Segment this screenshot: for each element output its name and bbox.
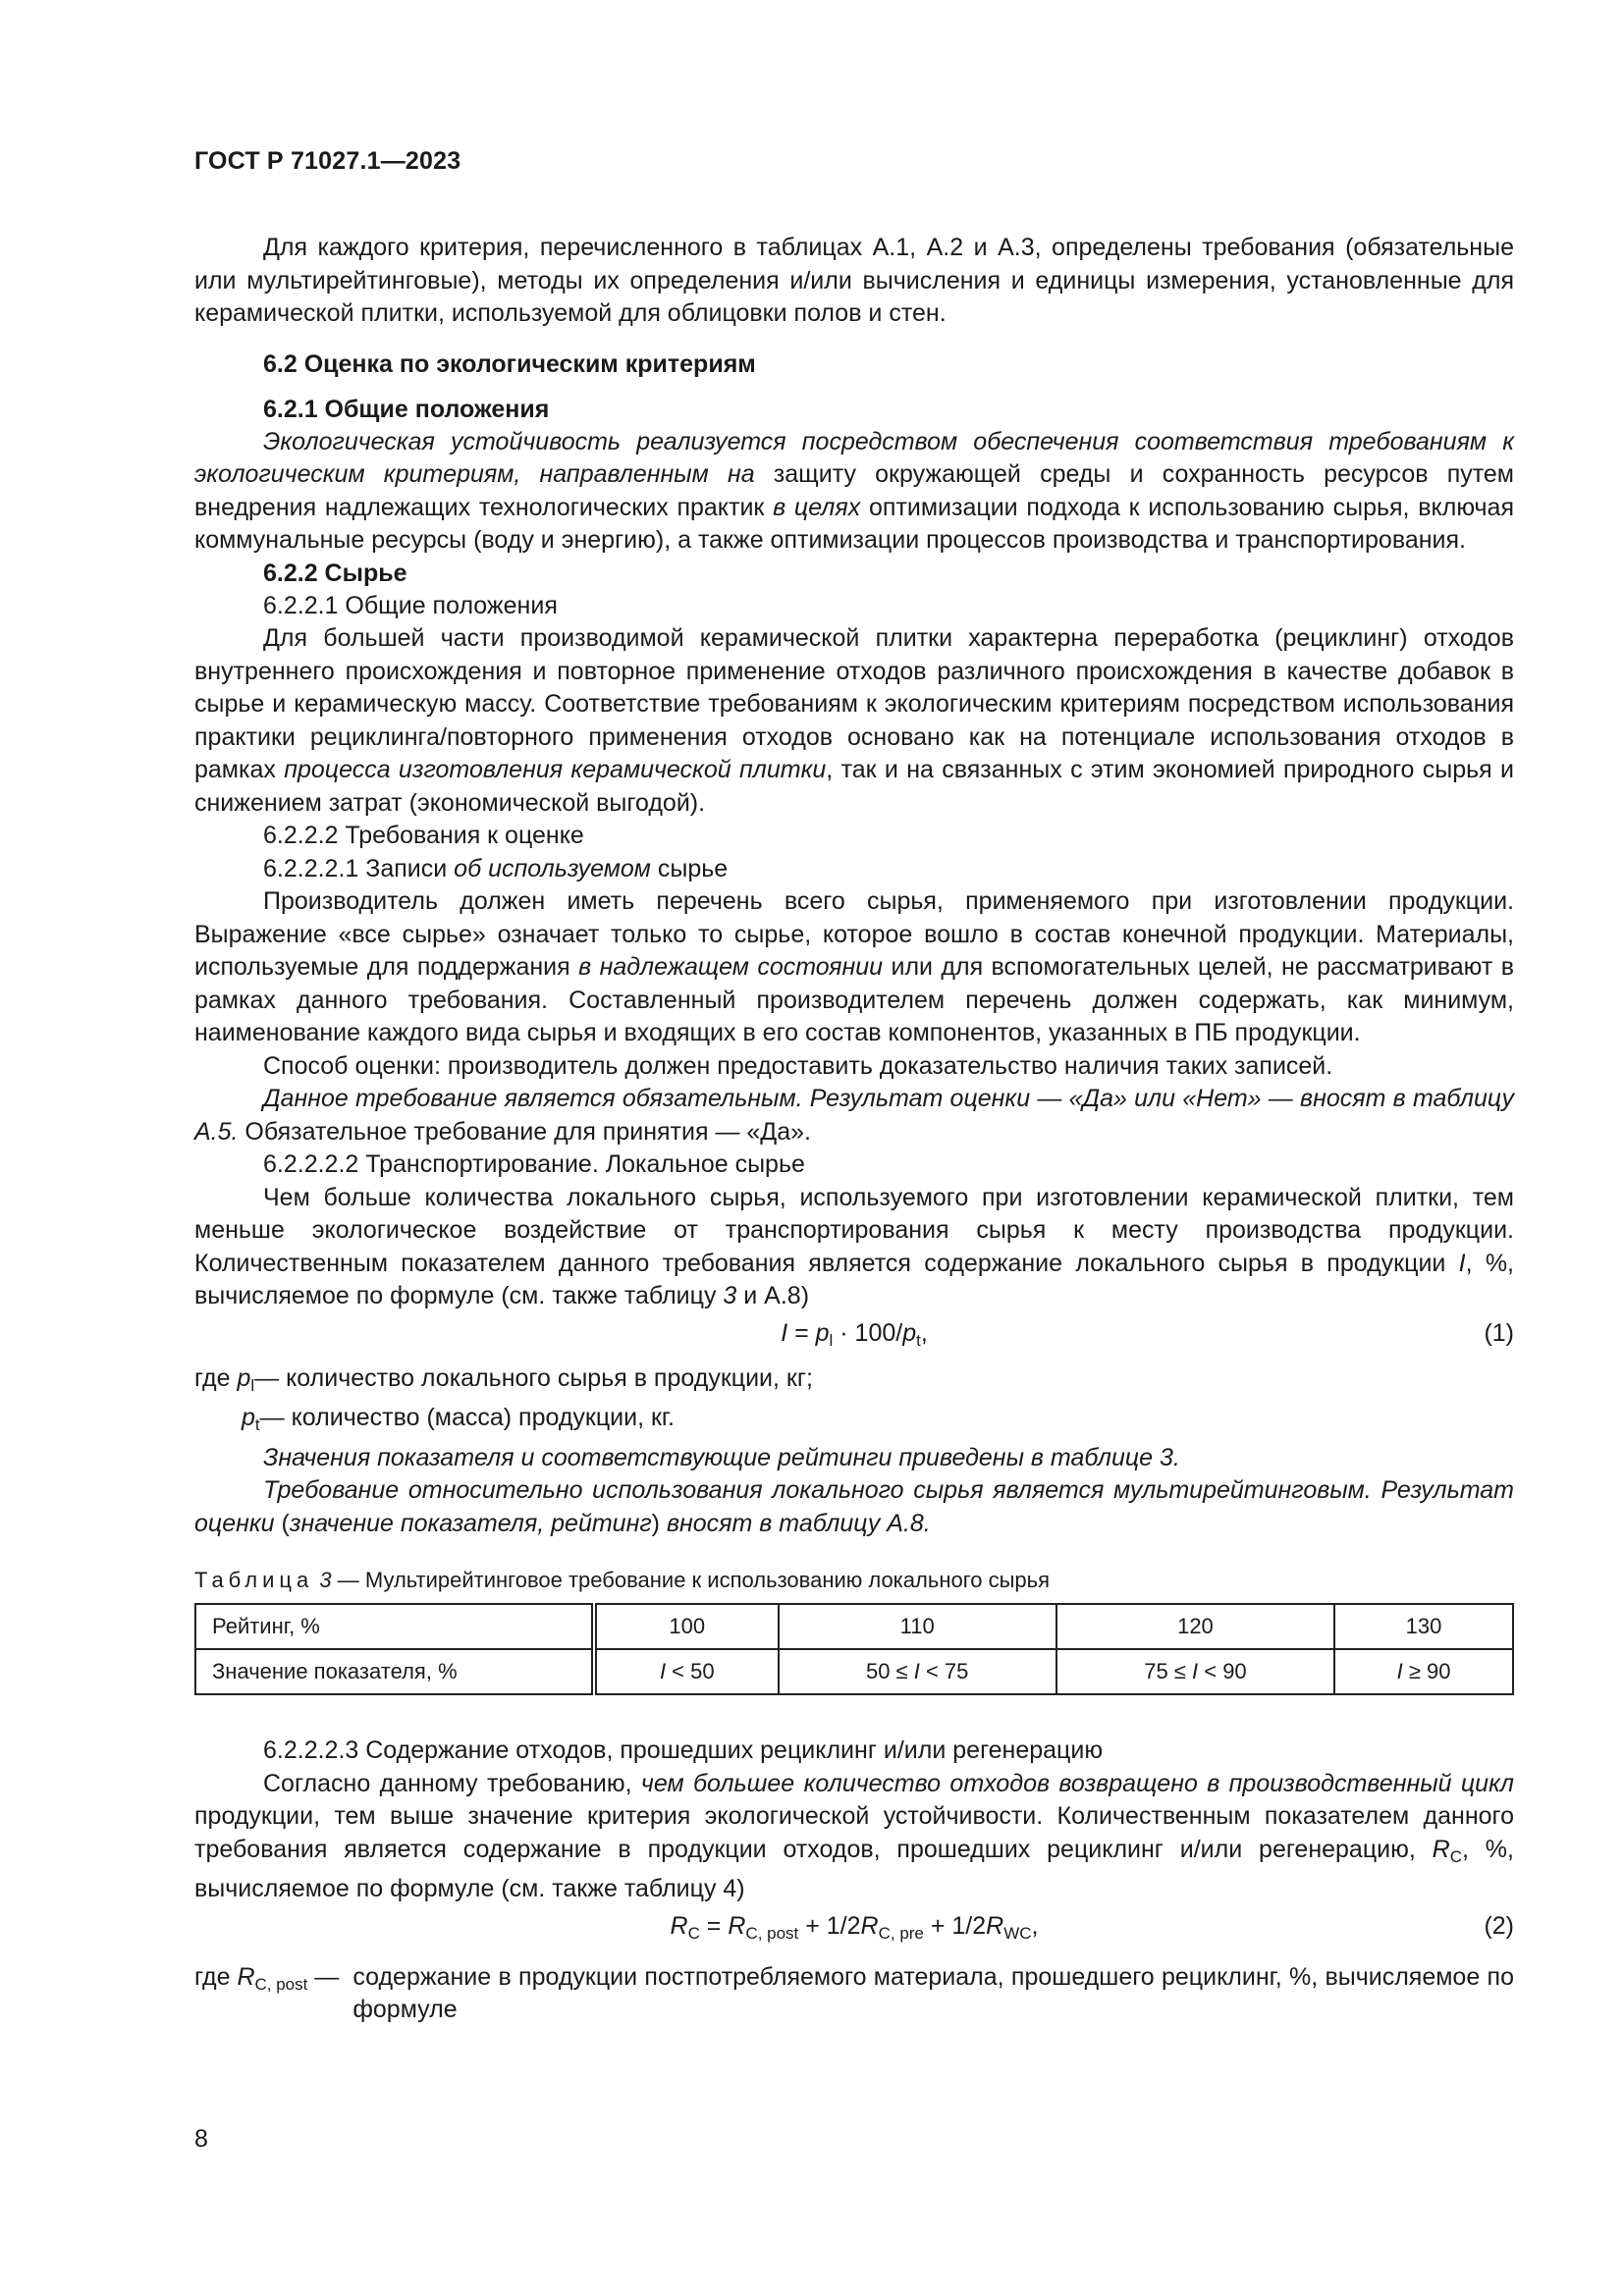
table-cell: 130	[1334, 1604, 1513, 1649]
table-cell: I < 50	[594, 1649, 779, 1694]
table-cell: 50 ≤ I < 75	[779, 1649, 1056, 1694]
section-6-2-2-2-1-title: 6.2.2.2.1 Записи об используемом сырье	[263, 854, 729, 882]
formula-1-where-1: где $p_l$ — количество локального сырья в продукции, кг;	[194, 1363, 813, 1395]
formula-1-expression: $I = p_l \cdot 100/p_t$,	[781, 1318, 928, 1350]
table-cell: 75 ≤ I < 90	[1056, 1649, 1334, 1694]
table-row	[195, 1649, 1513, 1694]
formula-1-number: (1)	[1484, 1318, 1514, 1347]
section-6-2-2-title: 6.2.2 Сырье	[263, 559, 407, 587]
note-multirating: Требование относительно использования локального сырья является мультирейтинговым. Результат оценки (значение показателя, рейтинг) вносят в таблицу А.8.	[194, 1476, 1514, 1537]
section-6-2-1-title: 6.2.1 Общие положения	[263, 395, 550, 423]
table-cell: 110	[779, 1604, 1056, 1649]
assessment-method: Способ оценки: производитель должен предоставить доказательство наличия таких записей.	[263, 1051, 1333, 1080]
table-cell: Рейтинг, %	[195, 1604, 594, 1649]
mandatory-requirement-note: Данное требование является обязательным. Результат оценки — «Да» или «Нет» — вносят в таблицу А.5. Обязательное требование для принятия — «Да».	[194, 1085, 1514, 1146]
standard-number: ГОСТ Р 71027.1—2023	[194, 147, 461, 175]
section-6-2-title: 6.2 Оценка по экологическим критериям	[263, 349, 756, 378]
local-raw-materials-paragraph: Чем больше количества локального сырья, используемого при изготовлении керамической плитки, тем меньше экологическое воздействие от транспортирования сырья к месту производства продукции. Количественным показателем данного требования является содержание локального сырья в продукции I, %, вычисляемое по формуле (см. также таблицу 3 и А.8)	[194, 1183, 1515, 1309]
table-cell: 100	[594, 1604, 779, 1649]
raw-materials-list-paragraph: Производитель должен иметь перечень всего сырья, применяемого при изготовлении продукции. Выражение «все сырье» означает только то сырье, которое вошло в состав конечной продукции. Материалы, используемые для поддержания в надлежащем состоянии или для вспомогательных целей, не рассматривают в рамках данного требования. Составленный производителем перечень должен содержать, как минимум, наименование каждого вида сырья и входящих в его состав компонентов, указанных в ПБ продукции.	[194, 887, 1515, 1046]
section-6-2-2-1-title: 6.2.2.1 Общие положения	[263, 591, 558, 619]
table-cell: Значение показателя, %	[195, 1649, 594, 1694]
section-6-2-2-2-title: 6.2.2.2 Требования к оценке	[263, 822, 584, 849]
intro-paragraph: Для каждого критерия, перечисленного в таблицах А.1, А.2 и А.3, определены требования (обязательные или мультирейтинговые), методы их определения и/или вычисления и единицы измерения, установленные для керамической плитки, используемой для облицовки полов и стен.	[194, 234, 1514, 327]
formula-2	[194, 1906, 1514, 1961]
table-3-caption: Таблица 3 — Мультирейтинговое требование к использованию локального сырья	[194, 1568, 1051, 1592]
formula-2-number: (2)	[1484, 1911, 1514, 1940]
section-6-2-2-2-3-title: 6.2.2.2.3 Содержание отходов, прошедших рециклинг и/или регенерацию	[263, 1736, 1104, 1764]
formula-1-where-2: $p_t$ — количество (масса) продукции, кг.	[242, 1404, 675, 1434]
table-cell: 120	[1056, 1604, 1334, 1649]
section-6-2-2-2-2-title: 6.2.2.2.2 Транспортирование. Локальное сырье	[263, 1150, 805, 1178]
formula-1	[194, 1313, 1514, 1362]
formula-2-expression: $R_C = R_{C, post} + 1/2R_{C, pre} + 1/2R_{WC}$,	[670, 1911, 1039, 1943]
table-row	[195, 1604, 1513, 1649]
table-3	[194, 1603, 1514, 1695]
page-number: 8	[194, 2125, 208, 2153]
recycled-waste-paragraph: Согласно данному требованию, чем большее количество отходов возвращено в производственный цикл продукции, тем выше значение критерия экологической устойчивости. Количественным показателем данного требования является содержание в продукции отходов, прошедших рециклинг и/или регенерацию, $R_C$, %, вычисляемое по формуле (см. также таблицу 4)	[194, 1769, 1514, 1902]
section-6-2-2-1-paragraph: Для большей части производимой керамической плитки характерна переработка (рециклинг) отходов внутреннего происхождения и повторное применение отходов различного происхождения в качестве добавок в сырье и керамическую массу. Соответствие требованиям к экологическим критериям посредством использования практики рециклинга/повторного применения отходов основано как на потенциале использования отходов в рамках процесса изготовления керамической плитки, так и на связанных с этим экономией природного сырья и снижением затрат (экономической выгодой).	[194, 624, 1514, 817]
formula-2-where-1: где $R_{C, post}$ — содержание в продукции постпотребляемого материала, прошедшего рециклинг, %, вычисляемое по формуле	[194, 1962, 1514, 2023]
section-6-2-1-paragraph: Экологическая устойчивость реализуется посредством обеспечения соответствия требованиям к экологическим критериям, направленным на защиту окружающей среды и сохранность ресурсов путем внедрения надлежащих технологических практик в целях оптимизации подхода к использованию сырья, включая коммунальные ресурсы (воду и энергию), а также оптимизации процессов производства и транспортирования.	[194, 427, 1514, 554]
document-page	[194, 147, 1514, 2027]
table-cell: I ≥ 90	[1334, 1649, 1513, 1694]
note-values-in-table-3: Значения показателя и соответствующие рейтинги приведены в таблице 3.	[263, 1443, 1180, 1471]
